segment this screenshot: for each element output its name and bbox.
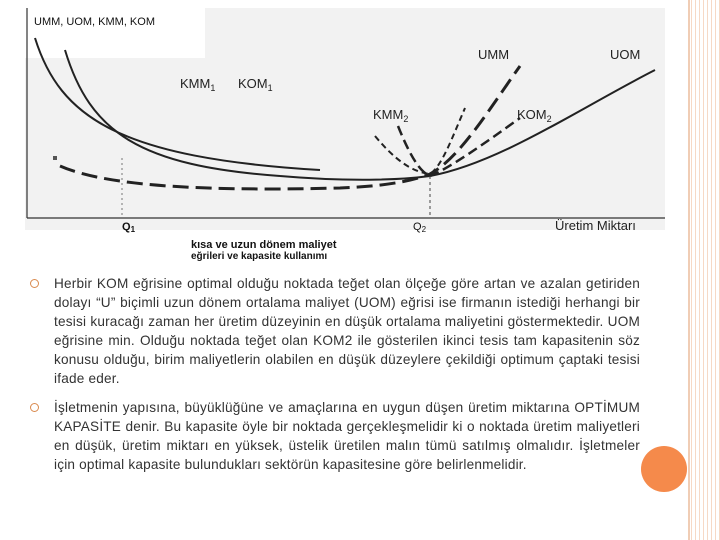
bullet-circle-icon (30, 279, 39, 288)
bullet-text: Herbir KOM eğrisine optimal olduğu noktada teğet olan ölçeğe göre artan ve azalan getiriden dolayı “U” biçimli uzun dönem ortalama maliyet (UOM) eğrisi ise firmanın istediği herhangi bir tesisi kuracağı zaman her üretim düzeyinin en düşük ortalama maliyetini göstermektedir. UOM eğrisine min. Olduğu noktada teğet olan KOM2 ile gösterilen ikinci tesis tam kapasitenin söz konusu olduğu, birim maliyetlerin olabilen en düşük düzeylere çekildiği optimum çaptaki tesisi ifade eder. (54, 276, 640, 386)
y-axis-label: UMM, UOM, KMM, KOM (34, 16, 155, 28)
kmm2-label: $KMM_2$ (373, 107, 409, 124)
kmm1-label: $KMM_1$ (180, 76, 216, 93)
bullet-text: İşletmenin yapısına, büyüklüğüne ve amaçlarına en uygun düşen üretim miktarına OPTİMUM KAPASİTE denir. Bu kapasite öyle bir noktada gerçekleşmelidir ki o noktada üretim maliyetleri en düşük, üretim miktarı en yüksek, üstelik üretilen malın tümü satılmış olmalıdır. İşletmeler için optimal kapasite bulundukları sektörün kapasitesine göre belirlenmelidir. (54, 400, 640, 472)
bullet-item-2 (30, 398, 640, 474)
figure-caption-line2: eğrileri ve kapasite kullanımı (191, 251, 328, 262)
bullet-list (30, 274, 640, 484)
q2-tick-label: Q2 (413, 221, 427, 234)
kom2-label: $KOM_2$ (517, 107, 552, 124)
uom-label: UOM (610, 47, 641, 62)
figure-caption-line1: kısa ve uzun dönem maliyet (191, 239, 337, 251)
cost-curves-figure (20, 8, 680, 263)
slide-border-decoration (688, 0, 720, 540)
x-axis-label: Üretim Miktarı (555, 218, 636, 233)
bullet-circle-icon (30, 403, 39, 412)
origin-marker (53, 156, 57, 160)
q1-tick-label: Q1 (122, 221, 136, 234)
decorative-orange-circle (641, 446, 687, 492)
umm-label: UMM (478, 47, 510, 62)
bullet-item-1 (30, 274, 640, 388)
cost-curves-diagram (20, 8, 680, 263)
kom1-label: $KOM_1$ (238, 76, 273, 93)
